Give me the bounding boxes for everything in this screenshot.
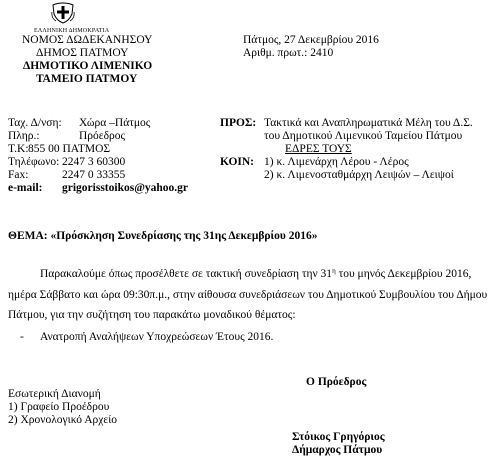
agenda-item: Ανατροπή Αναλήψεων Υποχρεώσεων Έτους 2016. <box>40 331 274 343</box>
distribution-item: 1) Γραφείο Προέδρου <box>8 401 110 413</box>
to-label: ΠΡΟΣ: <box>220 117 257 129</box>
prefecture-label: ΝΟΜΟΣ ΔΩΔΕΚΑΝΗΣΟΥ <box>22 34 153 46</box>
fax-value: 2247 0 33355 <box>62 169 126 181</box>
to-recipients-line1: Τακτικά και Αναπληρωματικά Μέλη του Δ.Σ. <box>264 117 473 129</box>
municipality-label: ΔΗΜΟΣ ΠΑΤΜΟΥ <box>36 47 129 59</box>
greek-coat-of-arms-emblem <box>51 2 75 24</box>
address-value: Χώρα –Πάτμος <box>79 117 151 129</box>
address-label: Ταχ. Δ/νση: <box>8 117 62 129</box>
to-recipients-line2: του Δημοτικού Λιμενικού Ταμείου Πάτμου <box>264 130 463 142</box>
body-line-3: Πάτμου, για την συζήτηση του παρακάτω μοναδικού θέματος: <box>8 309 296 321</box>
body-line-2: ημέρα Σάββατο και ώρα 09:30π.μ., στην αίθουσα συνεδριάσεων του Δημοτικού Συμβουλίου του Δήμου <box>8 289 488 301</box>
postcode-label: Τ.Κ: <box>8 143 29 155</box>
phone-value: 2247 3 60300 <box>62 156 126 168</box>
postcode-value: 855 00 ΠΑΤΜΟΣ <box>28 143 111 155</box>
info-label: Πληρ.: <box>8 130 40 142</box>
email-label: e-mail: <box>8 182 43 194</box>
cc-recipient-2: 2) κ. Λιμενοσταθμάρχη Λειψών – Λειψοί <box>264 169 454 181</box>
signature-title: Δήμαρχος Πάτμου <box>292 444 383 456</box>
distribution-heading: Εσωτερική Διανομή <box>8 388 101 400</box>
signature-name: Στόικος Γρηγόριος <box>292 431 385 443</box>
cc-recipient-1: 1) κ. Λιμενάρχη Λέρου - Λέρος <box>264 156 409 168</box>
port-fund-label-line1: ΔΗΜΟΤΙΚΟ ΛΙΜΕΝΙΚΟ <box>23 60 153 72</box>
phone-label: Τηλέφωνο: <box>8 156 60 168</box>
signature-role: Ο Πρόεδρος <box>306 376 367 388</box>
email-link[interactable]: grigorisstoikos@yahoo.gr <box>62 182 189 194</box>
info-value: Πρόεδρος <box>79 130 126 142</box>
agenda-bullet: - <box>20 331 24 343</box>
port-fund-label-line2: ΤΑΜΕΙΟ ΠΑΤΜΟΥ <box>36 73 138 85</box>
date-line: Πάτμος, 27 Δεκεμβρίου 2016 <box>243 34 379 46</box>
protocol-number: Αριθμ. πρωτ.: 2410 <box>243 47 334 59</box>
subject-line: ΘΕΜΑ: «Πρόσκληση Συνεδρίασης της 31ης Δεκεμβρίου 2016» <box>8 230 318 242</box>
cc-label: ΚΟΙΝ: <box>220 156 255 168</box>
fax-label: Fax: <box>8 169 29 181</box>
body-line-1: Παρακαλούμε όπως προσέλθετε σε τακτική συνεδρίαση την $31^\eta$ του μηνός Δεκεμβρίου 2016, <box>40 267 472 280</box>
to-recipients-line3: ΕΔΡΕΣ ΤΟΥΣ <box>285 143 352 155</box>
distribution-item: 2) Χρονολογικό Αρχείο <box>8 414 118 426</box>
republic-label: ΕΛΛΗΝΙΚΗ ΔΗΜΟΚΡΑΤΙΑ <box>34 28 110 34</box>
